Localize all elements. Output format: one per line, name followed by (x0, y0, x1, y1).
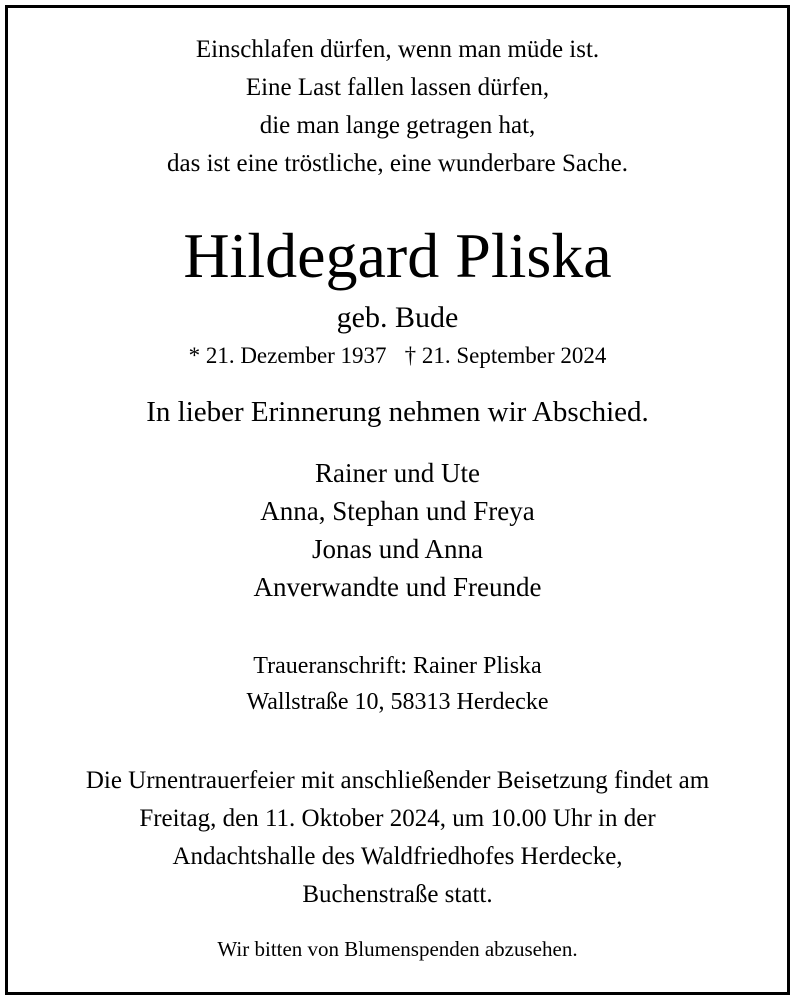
service-line: Freitag, den 11. Oktober 2024, um 10.00 Uhr in der (139, 805, 656, 832)
farewell-text: In lieber Erinnerung nehmen wir Abschied. (146, 396, 649, 428)
death-date: † 21. September 2024 (404, 343, 607, 368)
birth-name: geb. Bude (336, 301, 459, 334)
service-line: Die Urnentrauerfeier mit anschließender Beisetzung findet am (85, 767, 710, 794)
poem-line: Eine Last fallen lassen dürfen, (245, 74, 550, 101)
poem-line: Einschlafen dürfen, wenn man müde ist. (195, 36, 600, 63)
flowers-note: Wir bitten von Blumenspenden abzusehen. (217, 937, 578, 961)
mourners-list (0, 454, 795, 606)
deceased-name: Hildegard Pliska (183, 220, 612, 291)
mourner: Rainer und Ute (315, 458, 480, 488)
address-line: Wallstraße 10, 58313 Herdecke (246, 689, 549, 715)
service-line: Buchenstraße statt. (302, 881, 493, 908)
mourning-address (0, 648, 795, 720)
service-line: Andachtshalle des Waldfriedhofes Herdecke, (172, 843, 623, 870)
funeral-service-info (0, 762, 795, 914)
mourner: Anverwandte und Freunde (253, 572, 542, 602)
poem-line: die man lange getragen hat, (259, 112, 536, 139)
mourner: Jonas und Anna (312, 534, 483, 564)
life-dates (0, 340, 795, 372)
mourner: Anna, Stephan und Freya (260, 496, 535, 526)
address-line: Traueranschrift: Rainer Pliska (253, 653, 542, 679)
poem-line: das ist eine tröstliche, eine wunderbare Sache. (167, 150, 628, 177)
poem (0, 31, 795, 183)
birth-date: * 21. Dezember 1937 (188, 343, 387, 368)
